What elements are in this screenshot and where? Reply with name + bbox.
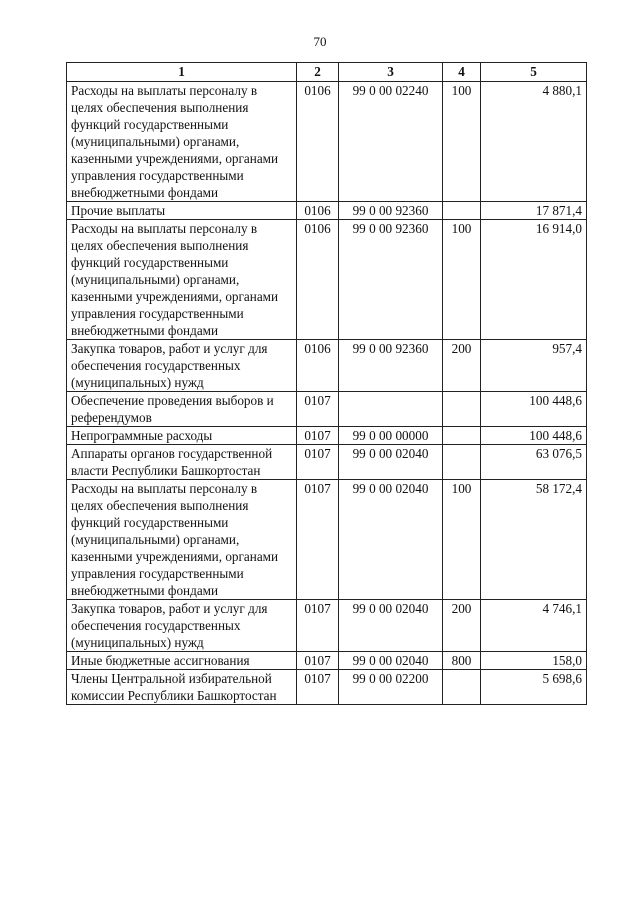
row-name: Иные бюджетные ассигнования (67, 652, 297, 670)
row-target-code: 99 0 00 92360 (339, 202, 443, 220)
row-amount: 4 880,1 (481, 82, 587, 202)
row-target-code: 99 0 00 92360 (339, 340, 443, 392)
row-section-code: 0106 (297, 82, 339, 202)
row-section-code: 0107 (297, 445, 339, 480)
row-section-code: 0107 (297, 392, 339, 427)
row-name: Расходы на выплаты персоналу в целях обеспечения выполнения функций государственными (муниципальными) органами, казенными учреждениями, органами управления государственными внебюджетными фондами (67, 82, 297, 202)
header-col-3: 3 (339, 63, 443, 82)
row-section-code: 0107 (297, 670, 339, 705)
row-target-code: 99 0 00 02240 (339, 82, 443, 202)
table-row (67, 600, 587, 652)
row-target-code: 99 0 00 02040 (339, 445, 443, 480)
row-name: Аппараты органов государственной власти Республики Башкортостан (67, 445, 297, 480)
row-name: Закупка товаров, работ и услуг для обеспечения государственных (муниципальных) нужд (67, 340, 297, 392)
row-section-code: 0107 (297, 480, 339, 600)
row-name: Члены Центральной избирательной комиссии Республики Башкортостан (67, 670, 297, 705)
row-expense-type (443, 427, 481, 445)
row-name: Непрограммные расходы (67, 427, 297, 445)
table-header-row (67, 63, 587, 82)
table-row (67, 480, 587, 600)
row-amount: 5 698,6 (481, 670, 587, 705)
row-expense-type: 100 (443, 480, 481, 600)
header-col-4: 4 (443, 63, 481, 82)
row-target-code (339, 392, 443, 427)
row-name: Расходы на выплаты персоналу в целях обеспечения выполнения функций государственными (муниципальными) органами, казенными учреждениями, органами управления государственными внебюджетными фондами (67, 480, 297, 600)
row-expense-type: 200 (443, 340, 481, 392)
row-section-code: 0107 (297, 427, 339, 445)
header-col-1: 1 (67, 63, 297, 82)
row-amount: 100 448,6 (481, 427, 587, 445)
row-amount: 957,4 (481, 340, 587, 392)
row-amount: 158,0 (481, 652, 587, 670)
row-section-code: 0106 (297, 220, 339, 340)
row-section-code: 0107 (297, 600, 339, 652)
row-expense-type: 200 (443, 600, 481, 652)
row-expense-type (443, 445, 481, 480)
row-section-code: 0107 (297, 652, 339, 670)
header-col-5: 5 (481, 63, 587, 82)
row-target-code: 99 0 00 02040 (339, 480, 443, 600)
row-amount: 100 448,6 (481, 392, 587, 427)
page-number: 70 (313, 34, 327, 49)
row-expense-type (443, 392, 481, 427)
table-row (67, 427, 587, 445)
row-target-code: 99 0 00 02040 (339, 600, 443, 652)
row-name: Прочие выплаты (67, 202, 297, 220)
table-row (67, 340, 587, 392)
row-target-code: 99 0 00 02200 (339, 670, 443, 705)
budget-table (66, 62, 587, 705)
table-row (67, 445, 587, 480)
table-row (67, 392, 587, 427)
row-amount: 17 871,4 (481, 202, 587, 220)
row-name: Расходы на выплаты персоналу в целях обеспечения выполнения функций государственными (муниципальными) органами, казенными учреждениями, органами управления государственными внебюджетными фондами (67, 220, 297, 340)
row-section-code: 0106 (297, 340, 339, 392)
row-expense-type: 800 (443, 652, 481, 670)
row-amount: 58 172,4 (481, 480, 587, 600)
row-section-code: 0106 (297, 202, 339, 220)
table-row (67, 652, 587, 670)
row-expense-type: 100 (443, 82, 481, 202)
row-target-code: 99 0 00 92360 (339, 220, 443, 340)
row-target-code: 99 0 00 02040 (339, 652, 443, 670)
table-row (67, 670, 587, 705)
row-expense-type (443, 202, 481, 220)
table-row (67, 220, 587, 340)
row-name: Обеспечение проведения выборов и референдумов (67, 392, 297, 427)
row-name: Закупка товаров, работ и услуг для обеспечения государственных (муниципальных) нужд (67, 600, 297, 652)
row-amount: 16 914,0 (481, 220, 587, 340)
table-row (67, 82, 587, 202)
row-amount: 4 746,1 (481, 600, 587, 652)
table-row (67, 202, 587, 220)
header-col-2: 2 (297, 63, 339, 82)
row-amount: 63 076,5 (481, 445, 587, 480)
row-expense-type: 100 (443, 220, 481, 340)
row-target-code: 99 0 00 00000 (339, 427, 443, 445)
row-expense-type (443, 670, 481, 705)
